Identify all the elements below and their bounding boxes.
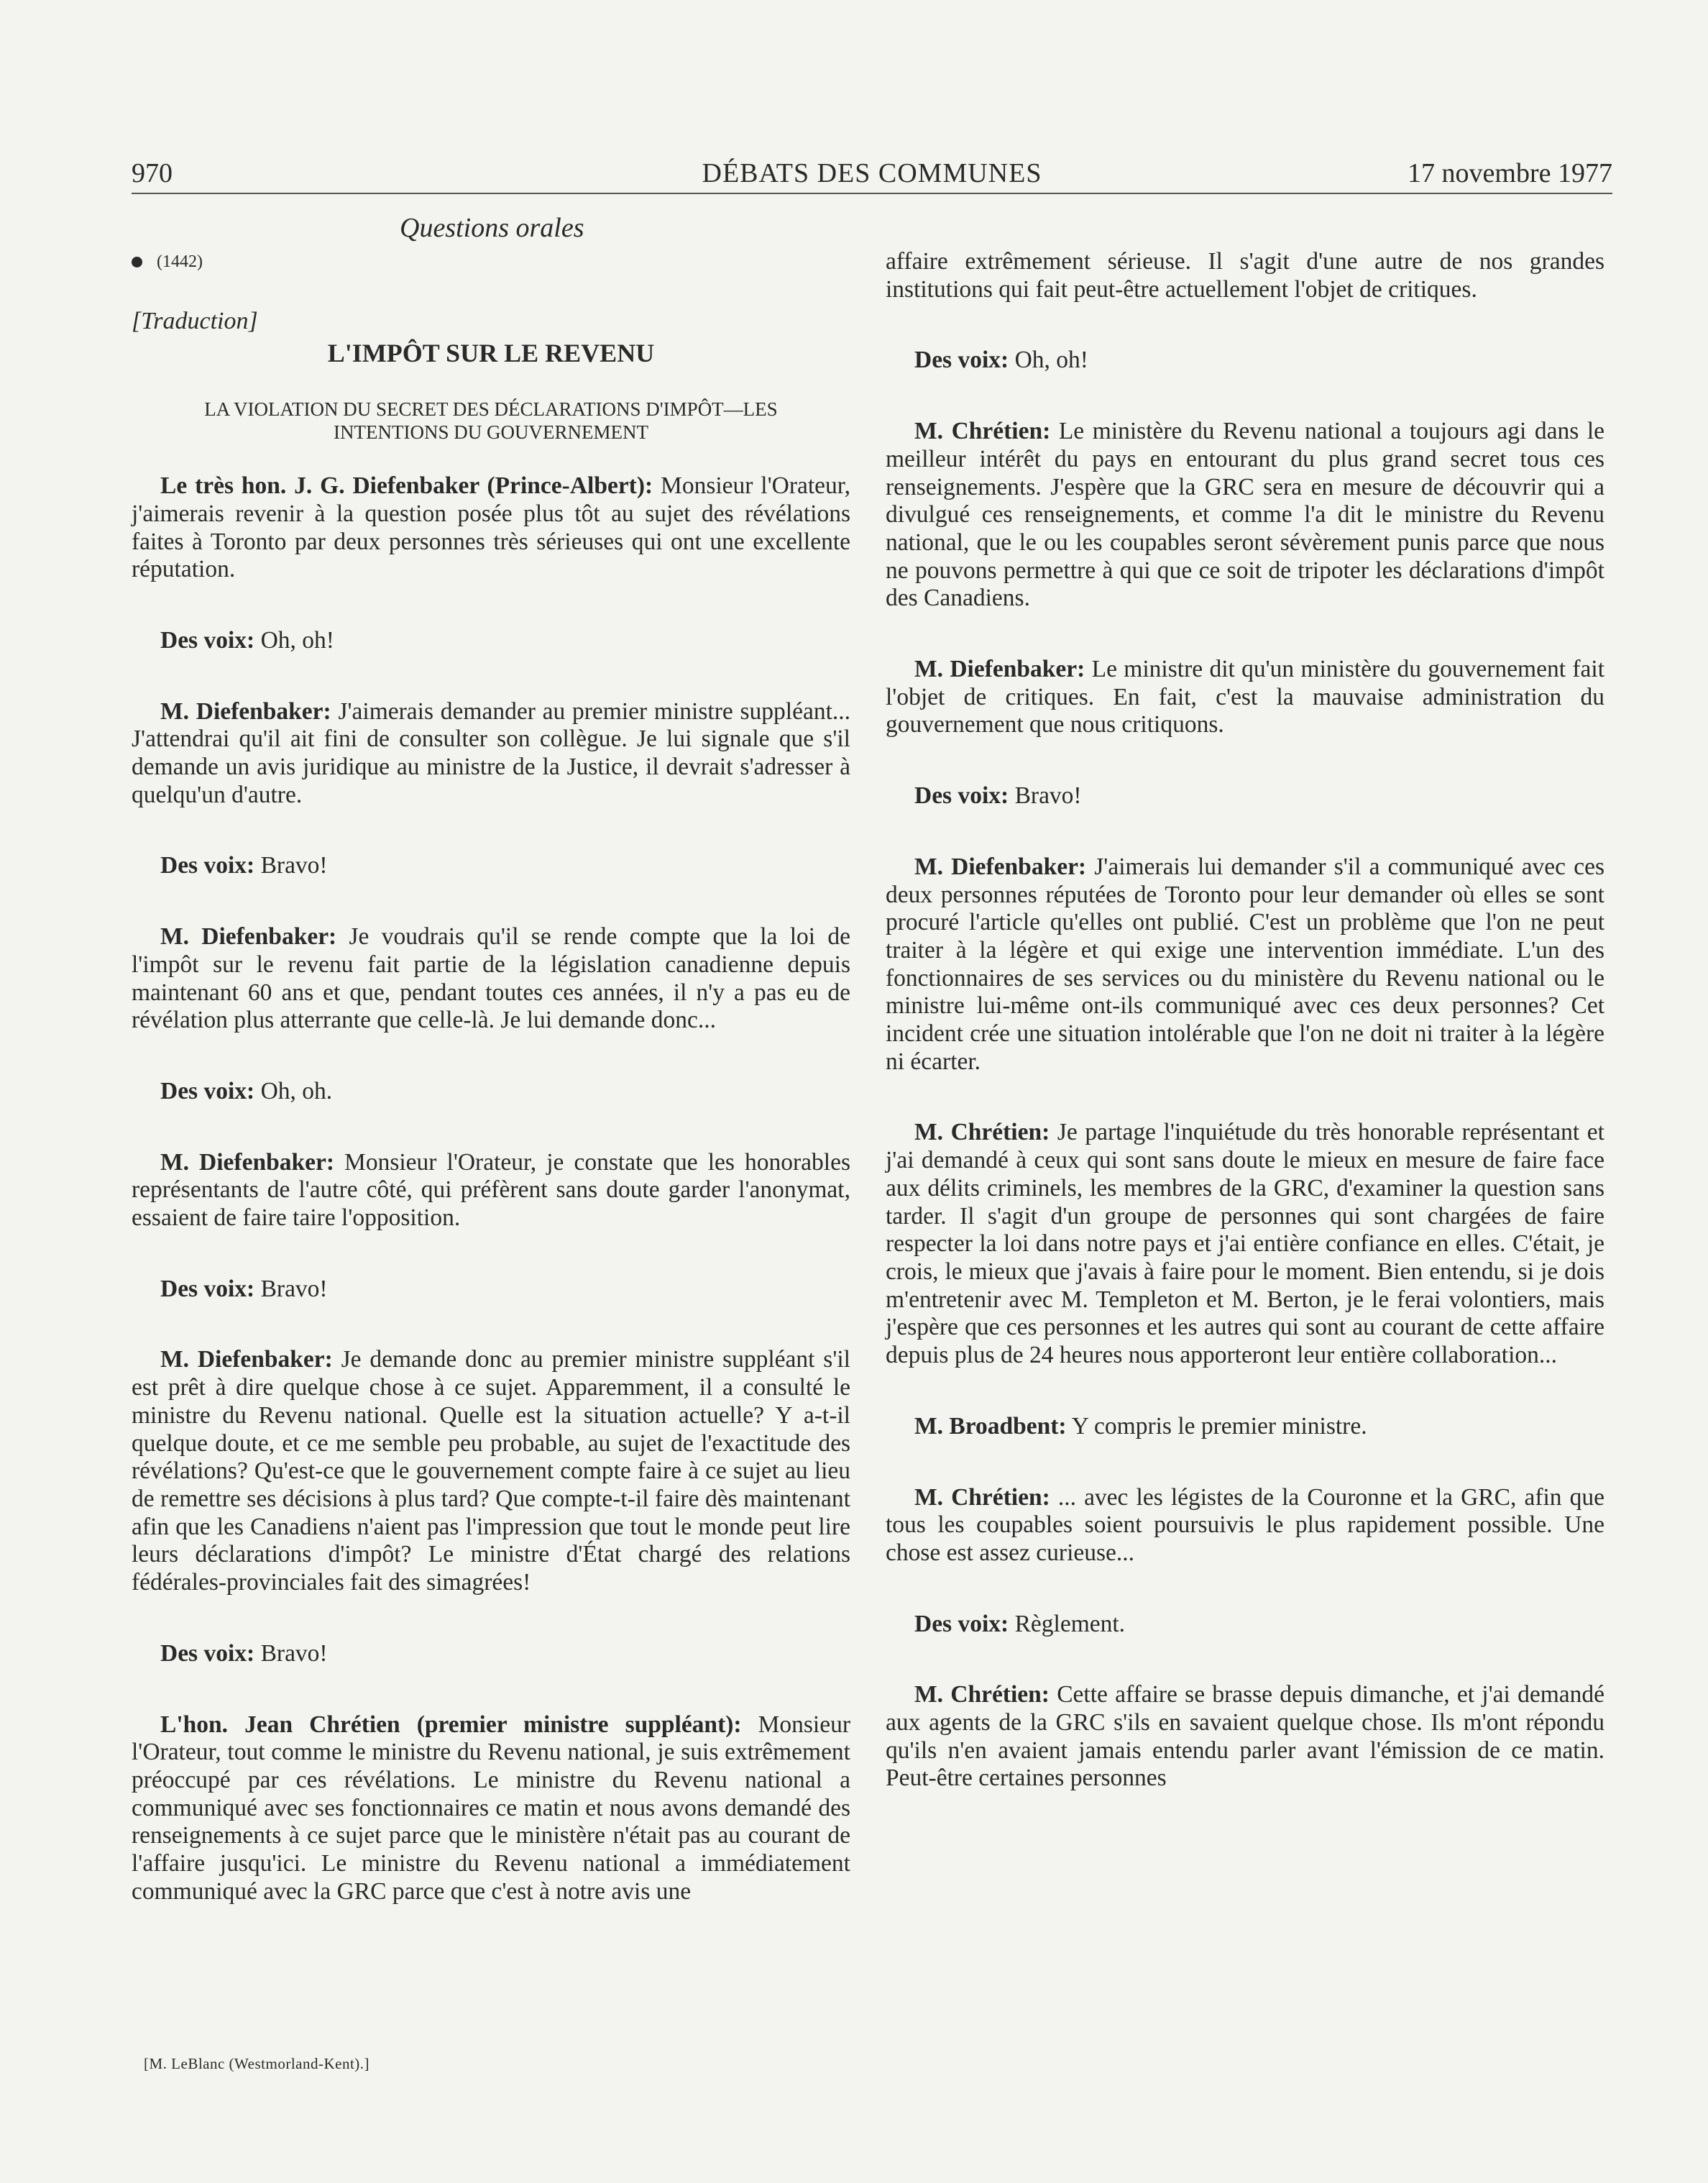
speech-text: Bravo! bbox=[254, 1275, 328, 1302]
timestamp: (1442) bbox=[157, 252, 203, 271]
speaker-name: M. Chrétien: bbox=[914, 1119, 1050, 1146]
speaker-name: M. Chrétien: bbox=[914, 418, 1051, 445]
speech-text: Monsieur l'Orateur, j'aimerais revenir à la question posée plus tôt au sujet des révélations faites à Toronto par deux personnes très sérieuses qui ont une excellente réputation. bbox=[132, 472, 850, 583]
speech-paragraph bbox=[886, 1119, 1604, 1369]
speaker-name: Des voix: bbox=[160, 1639, 255, 1667]
speaker-name: M. Diefenbaker: bbox=[914, 853, 1087, 880]
speech-text: J'aimerais lui demander s'il a communiqué avec ces deux personnes réputées de Toronto pour leur demander où elles se sont procuré l'article qu'elles ont publié. C'est un problème que l'on ne peut traiter à la légère et qui exige une intervention immédiate. L'un des fonctionnaires de ses services ou du ministère du Revenu national ou le ministre lui-même ont-ils communiqué avec ces deux personnes? Cet incident crée une situation intolérable que l'on ne doit ni traiter à la légère ni écarter. bbox=[886, 853, 1604, 1075]
page-header bbox=[132, 155, 1612, 192]
bullet-icon bbox=[132, 257, 142, 267]
speaker-name: L'hon. Jean Chrétien (premier ministre suppléant): bbox=[160, 1711, 742, 1738]
speech-paragraph bbox=[132, 1640, 850, 1668]
speech-text: Oh, oh! bbox=[254, 626, 334, 654]
speech-text: Je voudrais qu'il se rende compte que la loi de l'impôt sur le revenu fait partie de la législation canadienne depuis maintenant 60 ans et que, pendant toutes ces années, il n'y a pas eu de révélation plus atterrante que celle-là. Je lui demande donc... bbox=[132, 923, 850, 1034]
speech-text: Bravo! bbox=[254, 1639, 328, 1667]
speech-paragraph bbox=[132, 1276, 850, 1304]
subheading-line: INTENTIONS DU GOUVERNEMENT bbox=[334, 421, 648, 444]
speech-text: Le ministère du Revenu national a toujours agi dans le meilleur intérêt du pays en entourant du plus grand secret tous ces renseignements. J'espère que la GRC sera en mesure de découvrir qui a divulgué ces renseignements, et comme l'a dit le ministre du Revenu national, que le ou les coupables seront sévèrement punis parce que nous ne pouvons permettre à qui que ce soit de tripoter les déclarations d'impôt des Canadiens. bbox=[886, 418, 1604, 612]
publication-title: DÉBATS DES COMMUNES bbox=[702, 158, 1042, 188]
speech-paragraph bbox=[886, 1681, 1604, 1793]
speaker-name: Des voix: bbox=[914, 1610, 1009, 1637]
speech-paragraph bbox=[886, 853, 1604, 1076]
section-label: Questions orales bbox=[400, 213, 584, 243]
speaker-name: Des voix: bbox=[160, 626, 255, 654]
speech-paragraph bbox=[886, 1611, 1604, 1639]
speaker-name: M. Broadbent: bbox=[914, 1412, 1067, 1440]
speech-paragraph bbox=[132, 852, 850, 880]
speech-text: Oh, oh! bbox=[1009, 347, 1088, 374]
article-subheading bbox=[132, 398, 850, 444]
speech-paragraph bbox=[132, 472, 850, 584]
speech-text: ... avec les légistes de la Couronne et la GRC, afin que tous les coupables soient poursuivis le plus rapidement possible. Une chose est assez curieuse... bbox=[886, 1483, 1604, 1566]
speaker-name: Des voix: bbox=[160, 1077, 255, 1104]
speech-text: Cette affaire se brasse depuis dimanche, et j'ai demandé aux agents de la GRC s'ils en savaient quelque chose. Ils m'ont répondu qu'ils n'en avaient jamais entendu parler avant l'émission de ce matin. Peut-être certaines personnes bbox=[886, 1681, 1604, 1792]
speaker-name: M. Diefenbaker: bbox=[914, 656, 1085, 683]
speech-paragraph bbox=[886, 1413, 1604, 1441]
speaker-name: Des voix: bbox=[914, 347, 1009, 374]
speaker-name: Des voix: bbox=[914, 782, 1009, 810]
speech-text: Le ministre dit qu'un ministère du gouvernement fait l'objet de critiques. En fait, c'est la mauvaise administration du gouvernement que nous critiquons. bbox=[886, 656, 1604, 738]
speech-text: Je demande donc au premier ministre suppléant s'il est prêt à dire quelque chose à ce sujet. Apparemment, il a consulté le ministre du Revenu national. Quelle est la situation actuelle? Y a-t-il quelque doute, et ce me semble peu probable, au sujet de l'exactitude des révélations? Qu'est-ce que le gouvernement compte faire à ce sujet au lieu de remettre ses décisions à plus tard? Que compte-t-il faire dès maintenant afin que les Canadiens n'aient pas l'impression que tout le monde peut lire leurs déclarations d'impôt? Le ministre d'État chargé des relations fédérales-provinciales fait des simagrées! bbox=[132, 1346, 850, 1596]
speech-paragraph bbox=[886, 782, 1604, 810]
speaker-name: Le très hon. J. G. Diefenbaker (Prince-Albert): bbox=[160, 472, 653, 500]
speaker-name: M. Chrétien: bbox=[914, 1483, 1050, 1511]
footnote-speaker: [M. LeBlanc (Westmorland-Kent).] bbox=[144, 2055, 370, 2072]
subheading-line: LA VIOLATION DU SECRET DES DÉCLARATIONS D'IMPÔT—LES bbox=[204, 398, 778, 421]
speech-paragraph bbox=[132, 1346, 850, 1596]
page-number: 970 bbox=[132, 158, 173, 188]
speaker-name: Des voix: bbox=[160, 852, 255, 879]
speaker-name: M. Diefenbaker: bbox=[160, 1346, 333, 1373]
timestamp-marker bbox=[132, 248, 850, 276]
speech-text: Oh, oh. bbox=[254, 1077, 333, 1104]
speech-text: Y compris le premier ministre. bbox=[1066, 1412, 1367, 1440]
speech-text: Bravo! bbox=[1009, 782, 1082, 810]
speaker-name: Des voix: bbox=[160, 1275, 255, 1302]
header-rule bbox=[132, 193, 1612, 194]
speech-paragraph bbox=[886, 1484, 1604, 1568]
translation-label: [Traduction] bbox=[132, 307, 258, 334]
speech-paragraph bbox=[886, 347, 1604, 375]
article-heading: L'IMPÔT SUR LE REVENU bbox=[327, 339, 655, 368]
continued-paragraph: affaire extrêmement sérieuse. Il s'agit d'une autre de nos grandes institutions qui fait peut-être actuellement l'objet de critiques. bbox=[886, 248, 1604, 303]
speech-text: Monsieur l'Orateur, je constate que les honorables représentants de l'autre côté, qui préfèrent sans doute garder l'anonymat, essaient de faire taire l'opposition. bbox=[132, 1148, 850, 1232]
publication-date: 17 novembre 1977 bbox=[1408, 158, 1612, 188]
speech-paragraph bbox=[132, 698, 850, 810]
speech-text: Bravo! bbox=[254, 852, 328, 879]
speech-text: Je partage l'inquiétude du très honorable représentant et j'ai demandé à ceux qui sont sans doute le mieux en mesure de faire face aux délits criminels, les membres de la GRC, d'examiner la question sans tarder. Il s'agit d'un groupe de personnes qui sont chargées de faire respecter la loi dans notre pays et j'ai entière confiance en elles. C'était, je crois, le mieux que j'avais à faire pour le moment. Bien entendu, si je dois m'entretenir avec M. Templeton et M. Berton, je le ferai volontiers, mais j'espère que ces personnes et les autres qui sont au courant de cette affaire depuis plus de 24 heures nous apporteront leur entière collaboration... bbox=[886, 1119, 1604, 1369]
speech-paragraph bbox=[132, 1078, 850, 1106]
speech-paragraph bbox=[886, 418, 1604, 613]
speech-paragraph bbox=[886, 656, 1604, 739]
right-column bbox=[886, 248, 1604, 1836]
speech-paragraph bbox=[132, 923, 850, 1035]
left-paragraphs bbox=[132, 472, 850, 1905]
speaker-name: M. Chrétien: bbox=[914, 1681, 1050, 1708]
speech-text: Monsieur l'Orateur, tout comme le ministre du Revenu national, je suis extrêmement préoccupé par ces révélations. Le ministre du Revenu national a communiqué avec ses fonctionnaires ce matin et nous avons demandé des renseignements à ce sujet parce que le ministère n'était pas au courant de l'affaire jusqu'ici. Le ministre du Revenu national a immédiatement communiqué avec la GRC parce que c'est à notre avis une bbox=[132, 1711, 851, 1905]
speaker-name: M. Diefenbaker: bbox=[160, 697, 331, 725]
speaker-name: M. Diefenbaker: bbox=[160, 1148, 334, 1176]
speech-paragraph bbox=[132, 1711, 850, 1906]
speech-paragraph bbox=[132, 627, 850, 655]
speech-paragraph bbox=[132, 1149, 850, 1232]
speaker-name: M. Diefenbaker: bbox=[160, 923, 337, 951]
speech-text: Règlement. bbox=[1009, 1610, 1126, 1637]
left-column bbox=[132, 248, 850, 1949]
speech-text: J'aimerais demander au premier ministre suppléant... J'attendrai qu'il ait fini de consulter son collègue. Je lui signale que s'il demande un avis juridique au ministre de la Justice, il devrait s'adresser à quelqu'un d'autre. bbox=[132, 697, 850, 808]
